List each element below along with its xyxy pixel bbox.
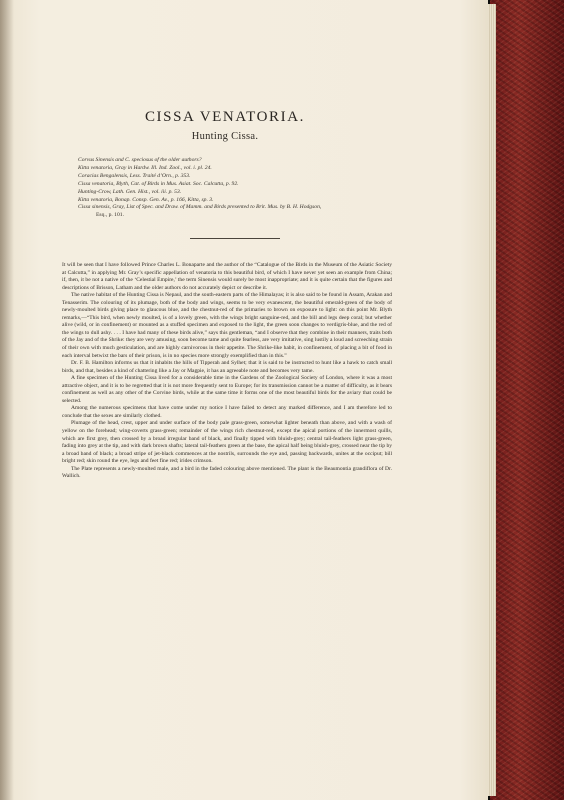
paragraph: The Plate represents a newly-moulted male, and a bird in the faded colouring above mentioned. The plant is the Beaumontia grandiflora of Dr. Wallich. <box>62 465 392 480</box>
synonym-entry: Kitta venatoria, Bonap. Consp. Gen. Av., p. 166, Kitta, sp. 3. <box>78 196 214 203</box>
synonym-entry: Cissa sinensis, Gray, List of Spec. and Draw. of Mamm. and Birds presented to Brit. Mus. by B. H. Hodgson, <box>78 204 322 211</box>
body-text <box>62 262 392 481</box>
synonym-list <box>78 157 418 220</box>
book-binding <box>490 0 564 800</box>
synonym-entry: Cissa venatoria, Blyth, Cat. of Birds in Mus. Asiat. Soc. Calcutta, p. 92. <box>78 180 239 187</box>
synonym-entry: Hunting-Crow, Lath. Gen. Hist., vol. iii. p. 53. <box>78 188 182 195</box>
paragraph: Plumage of the head, crest, upper and under surface of the body pale grass-green, somewhat lighter beneath than above, and with a wash of yellow on the forehead; wing-coverts grass-green; remainder of the wings rich chestnut-red, except the apical portions of the innermost quills, which are first grey, then crossed by a broad irregular band of black, and finally tipped with bluish-grey; central tail-feathers light grass-green, fading into grey at the tip, and with dark brown shafts; lateral tail-feathers green at the base, the apical half being bluish-grey, crossed near the tip by a broad band of black; a broad stripe of jet-black commences at the nostrils, surrounds the eye and, passing backwards, unites at the occiput; bill bright red; skin round the eye, legs and feet fine red; irides crimson. <box>62 420 392 465</box>
section-divider <box>190 238 280 239</box>
synonym-entry: Corvus Sinensis and C. speciosus of the older authors? <box>78 157 202 163</box>
paragraph: It will be seen that I have followed Prince Charles L. Bonaparte and the author of the “Catalogue of the Birds in the Museum of the Asiatic Society at Calcutta,” in applying Mr. Gray’s specific appellation of venatoria to this beautiful bird, of which I have never yet seen an example from China; if, then, it be not a native of the ‘Celestial Empire,’ the term Sinensis would surely be most inappropriate; and it is quite certain that the figures and descriptions of Brisson, Latham and the older authors do not accurately depict or describe it. <box>62 262 392 291</box>
paragraph: A fine specimen of the Hunting Cissa lived for a considerable time in the Gardens of the Zoological Society of London, where it was a most attractive object, and it is to be regretted that it is not more frequently sent to Europe; for its transmission cannot be a matter of difficulty, as it bears confinement as well as any other of the Corvine birds, while at the same time it forms one of the most beautiful birds for the aviary that could be selected. <box>62 375 392 404</box>
page-subtitle: Hunting Cissa. <box>191 131 259 142</box>
synonym-entry: Coracias Bengalensis, Less. Traité d’Orn., p. 353. <box>78 172 191 179</box>
paragraph: Dr. F. B. Hamilton informs us that it inhabits the hills of Tipperah and Sylhet; that it is said to be instructed to hunt like a hawk to catch small birds, and that, besides a kind of chattering like a Jay or Magpie, it has an agreeable note and becomes very tame. <box>62 360 392 374</box>
paragraph: The native habitat of the Hunting Cissa is Nepaul, and the south-eastern parts of the Himalayas; it is also said to be found in Assam, Arakan and Tenasserim. The colouring of its plumage, both of the body and wings, seems to be very evanescent, the beautiful emerald-green of the body of newly-moulted birds giving place to glaucous blue, and the chestnut-red of the primaries to brown on exposure to light: on this point Mr. Blyth remarks,—“This bird, when newly moulted, is of a lovely green, with the wings bright sanguine-red, and the bill and legs deep coral; but whether alive (wild, or in confinement) or mounted as a stuffed specimen and exposed to the light, the green soon changes to verdigris-blue, and the red of the wings to dull ashy. . . . I have had many of these birds alive,” says this gentleman, “and I observe that they combine in their manners, traits both of the Jay and of the Shrike: they are very amusing, soon become tame and quite fearless, are very imitative, sing lustily a loud and screeching strain of their own with much gesticulation, and are highly carnivorous in their appetite. The Shrike-like habit, in confinement, of placing a bit of food in each interval betwixt the bars of their prison, is in no species more strongly exemplified than in this.” <box>62 292 392 359</box>
synonym-entry: Kitta venatoria, Gray in Hardw. Ill. Ind. Zool., vol. i. pl. 24. <box>78 164 212 171</box>
synonym-continuation: Esq., p. 101. <box>96 212 124 219</box>
page-title: CISSA VENATORIA. <box>144 109 306 125</box>
paragraph: Among the numerous specimens that have come under my notice I have failed to detect any marked difference, and I am therefore led to conclude that the sexes are similarly clothed. <box>62 405 392 419</box>
